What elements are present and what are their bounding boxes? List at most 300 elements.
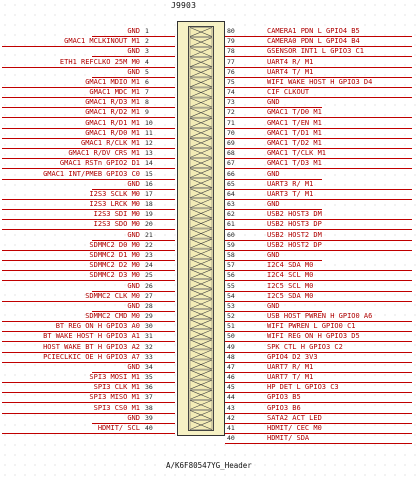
- net-label: USB2 HOST2 DM: [267, 230, 322, 239]
- pin-number: 72: [227, 108, 235, 117]
- pin-number: 23: [145, 250, 153, 259]
- left-pin-row: [0, 109, 175, 118]
- pin-number: 31: [145, 332, 153, 341]
- pin-number: 40: [227, 434, 235, 443]
- pin-stub: [138, 402, 175, 403]
- pin-stub: [138, 311, 175, 312]
- pin-number: 50: [227, 332, 235, 341]
- right-pin-row: [225, 272, 420, 281]
- pin-number: 29: [145, 312, 153, 321]
- pin-number: 54: [227, 291, 235, 300]
- left-pin-row: [0, 252, 175, 261]
- net-label: GND: [127, 281, 140, 290]
- pin-stub: [138, 392, 175, 393]
- left-pin-row: [0, 394, 175, 403]
- pin-stub: [138, 291, 175, 292]
- pin-stub: [138, 240, 175, 241]
- left-pin-row: [0, 59, 175, 68]
- net-wire: [2, 46, 138, 47]
- left-pin-row: [0, 28, 175, 37]
- left-pin-row: [0, 171, 175, 180]
- connector-part-name: A/K6F80547YG_Header: [166, 461, 252, 470]
- net-label: GPIO4 D2 3V3: [267, 352, 318, 361]
- left-pin-row: [0, 201, 175, 210]
- left-pin-row: [0, 364, 175, 373]
- pin-number: 4: [145, 57, 149, 66]
- left-pin-row: [0, 79, 175, 88]
- net-wire: [2, 179, 138, 180]
- pin-stub: [138, 362, 175, 363]
- left-pin-row: [0, 333, 175, 342]
- net-label: GND: [267, 169, 280, 178]
- net-wire: [2, 280, 138, 281]
- pin-stub: [138, 280, 175, 281]
- net-label: GND: [267, 250, 280, 259]
- pin-stub: [138, 77, 175, 78]
- net-label: BT WAKE HOST H GPIO3 A1: [43, 332, 140, 341]
- net-wire: [2, 67, 138, 68]
- left-pin-row: [0, 140, 175, 149]
- net-wire: [2, 413, 138, 414]
- pin-number: 13: [145, 149, 153, 158]
- pin-stub: [138, 352, 175, 353]
- pin-number: 35: [145, 373, 153, 382]
- net-wire: [2, 433, 138, 434]
- pin-number: 37: [145, 393, 153, 402]
- pin-number: 59: [227, 240, 235, 249]
- left-pin-row: [0, 283, 175, 292]
- right-pin-row: [225, 415, 420, 424]
- right-pin-row: [225, 79, 420, 88]
- pin-number: 73: [227, 98, 235, 107]
- left-pin-row: [0, 38, 175, 47]
- pin-number: 68: [227, 149, 235, 158]
- pin-number: 47: [227, 362, 235, 371]
- net-label: HP DET L GPIO3 C3: [267, 383, 339, 392]
- pin-stub: [138, 250, 175, 251]
- connector-contacts: [188, 26, 214, 431]
- net-label: SPI3 CLK M1: [93, 383, 140, 392]
- right-pin-row: [225, 48, 420, 57]
- net-label: BT REG ON H GPIO3 A0: [55, 322, 140, 331]
- net-wire: [262, 250, 412, 251]
- pin-number: 8: [145, 98, 149, 107]
- pin-number: 44: [227, 393, 235, 402]
- net-label: SDMMC2 D0 M0: [89, 240, 140, 249]
- pin-number: 76: [227, 67, 235, 76]
- pin-number: 1: [145, 27, 149, 35]
- net-label: SDMMC2 D2 M0: [89, 261, 140, 270]
- pin-number: 3: [145, 47, 149, 56]
- left-pin-row: [0, 303, 175, 312]
- net-wire: [262, 199, 412, 200]
- net-label: I2C4 SDA M0: [267, 261, 314, 270]
- pin-number: 36: [145, 383, 153, 392]
- net-label: GND: [127, 67, 140, 76]
- pin-number: 6: [145, 77, 149, 86]
- right-pin-row: [225, 211, 420, 220]
- net-label: CAMERA1 PDN L GPIO4 B5: [267, 27, 360, 35]
- pin-number: 80: [227, 27, 235, 35]
- left-pin-row: [0, 242, 175, 251]
- pin-stub: [138, 87, 175, 88]
- left-pin-row: [0, 354, 175, 363]
- net-label: GMAC1 T/D3 M1: [267, 159, 322, 168]
- pin-stub: [138, 117, 175, 118]
- pin-number: 56: [227, 271, 235, 280]
- pin-stub: [138, 229, 175, 230]
- right-pin-row: [225, 293, 420, 302]
- net-label: SPI3 MOSI M1: [89, 373, 140, 382]
- net-label: WIFI WAKE HOST H GPIO3 D4: [267, 77, 373, 86]
- net-wire: [2, 362, 138, 363]
- pin-stub: [138, 168, 175, 169]
- pin-number: 46: [227, 373, 235, 382]
- net-label: CAMERA0 PDN L GPIO4 B4: [267, 37, 360, 46]
- pin-number: 55: [227, 281, 235, 290]
- net-label: GND: [127, 179, 140, 188]
- pin-stub: [138, 107, 175, 108]
- net-label: SDMMC2 D3 M0: [89, 271, 140, 280]
- left-pin-row: [0, 384, 175, 393]
- net-label: UART4 R/ M1: [267, 57, 314, 66]
- right-pin-row: [225, 425, 420, 434]
- right-pin-row: [225, 38, 420, 47]
- net-label: UART7 R/ M1: [267, 362, 314, 371]
- pin-number: 27: [145, 291, 153, 300]
- left-pin-row: [0, 415, 175, 424]
- net-label: I2S3 SCLK M0: [89, 189, 140, 198]
- pin-stub: [138, 321, 175, 322]
- pin-number: 12: [145, 138, 153, 147]
- left-pin-row: [0, 221, 175, 230]
- pin-number: 11: [145, 128, 153, 137]
- net-label: PCIECLKIC OE H GPIO3 A7: [43, 352, 140, 361]
- net-label: GND: [267, 301, 280, 310]
- net-label: GMAC1 R/D0 M1: [85, 128, 140, 137]
- right-pin-row: [225, 405, 420, 414]
- left-pin-row: [0, 272, 175, 281]
- left-pin-row: [0, 99, 175, 108]
- net-label: HDMIT/ SDA: [267, 434, 310, 443]
- pin-stub: [138, 46, 175, 47]
- pin-number: 38: [145, 403, 153, 412]
- right-pin-row: [225, 28, 420, 37]
- net-label: GMAC1 R/D2 M1: [85, 108, 140, 117]
- net-wire: [262, 168, 412, 169]
- pin-number: 9: [145, 108, 149, 117]
- pin-number: 25: [145, 271, 153, 280]
- pin-stub: [138, 179, 175, 180]
- pin-number: 64: [227, 189, 235, 198]
- net-label: USB2 HOST3 DM: [267, 210, 322, 219]
- pin-stub: [138, 209, 175, 210]
- net-label: UART7 T/ M1: [267, 373, 314, 382]
- pin-number: 71: [227, 118, 235, 127]
- right-pin-row: [225, 394, 420, 403]
- net-label: GMAC1 T/D1 M1: [267, 128, 322, 137]
- pin-number: 32: [145, 342, 153, 351]
- net-label: ETH1 REFCLKO 25M M0: [59, 57, 140, 66]
- net-wire: [2, 301, 138, 302]
- left-pin-row: [0, 262, 175, 271]
- net-label: I2C5 SCL M0: [267, 281, 314, 290]
- right-pin-row: [225, 130, 420, 139]
- net-label: GMAC1 R/D1 M1: [85, 118, 140, 127]
- pin-number: 17: [145, 189, 153, 198]
- net-label: GND: [267, 98, 280, 107]
- pin-number: 58: [227, 250, 235, 259]
- net-label: GMAC1 R/CLK M1: [80, 138, 140, 147]
- right-pin-row: [225, 201, 420, 210]
- net-label: USB HOST PWREN H GPIO0 A6: [267, 312, 373, 321]
- left-pin-row: [0, 344, 175, 353]
- pin-number: 53: [227, 301, 235, 310]
- net-label: GND: [267, 200, 280, 209]
- right-pin-row: [225, 69, 420, 78]
- pin-number: 48: [227, 352, 235, 361]
- left-pin-row: [0, 181, 175, 190]
- net-label: GND: [127, 362, 140, 371]
- pin-stub: [138, 382, 175, 383]
- pin-number: 20: [145, 220, 153, 229]
- net-label: GND: [127, 301, 140, 310]
- net-label: GMAC1 R/D3 M1: [85, 98, 140, 107]
- pin-number: 70: [227, 128, 235, 137]
- pin-stub: [225, 443, 262, 444]
- right-pin-row: [225, 171, 420, 180]
- left-pin-row: [0, 425, 175, 434]
- net-label: SDMMC2 CMD M0: [85, 312, 140, 321]
- pin-stub: [138, 341, 175, 342]
- net-label: GMAC1 T/CLK M1: [267, 149, 327, 158]
- pin-stub: [138, 372, 175, 373]
- pin-number: 40: [145, 424, 153, 433]
- left-pin-row: [0, 313, 175, 322]
- right-pin-row: [225, 364, 420, 373]
- net-label: UART4 T/ M1: [267, 67, 314, 76]
- net-label: HDMIT/ CEC M0: [267, 424, 322, 433]
- pin-number: 21: [145, 230, 153, 239]
- net-wire: [2, 229, 138, 230]
- left-pin-row: [0, 374, 175, 383]
- pin-number: 24: [145, 261, 153, 270]
- pin-number: 49: [227, 342, 235, 351]
- pin-stub: [138, 158, 175, 159]
- pin-number: 26: [145, 281, 153, 290]
- pin-stub: [138, 67, 175, 68]
- right-pin-row: [225, 344, 420, 353]
- pin-number: 7: [145, 88, 149, 97]
- right-pin-row: [225, 354, 420, 363]
- right-pin-row: [225, 109, 420, 118]
- net-label: WIFI PWREN L GPIO0 C1: [267, 322, 356, 331]
- right-pin-row: [225, 160, 420, 169]
- left-pin-row: [0, 120, 175, 129]
- pin-number: 19: [145, 210, 153, 219]
- pin-number: 15: [145, 169, 153, 178]
- pin-number: 28: [145, 301, 153, 310]
- pin-number: 51: [227, 322, 235, 331]
- pin-number: 61: [227, 220, 235, 229]
- net-label: SPI3 MISO M1: [89, 393, 140, 402]
- pin-number: 67: [227, 159, 235, 168]
- pin-stub: [138, 331, 175, 332]
- pin-number: 52: [227, 312, 235, 321]
- left-pin-row: [0, 150, 175, 159]
- net-label: SDMMC2 D1 M0: [89, 250, 140, 259]
- net-label: GMAC1 R/DV CRS M1: [68, 149, 140, 158]
- right-pin-row: [225, 252, 420, 261]
- pin-number: 42: [227, 413, 235, 422]
- pin-stub: [138, 97, 175, 98]
- net-label: HOST WAKE BT H GPIO3 A2: [43, 342, 140, 351]
- right-pin-row: [225, 374, 420, 383]
- net-label: GND: [127, 230, 140, 239]
- pin-number: 66: [227, 169, 235, 178]
- net-label: GND: [127, 413, 140, 422]
- net-label: I2S3 SDI M0: [93, 210, 140, 219]
- pin-number: 2: [145, 37, 149, 46]
- right-pin-row: [225, 303, 420, 312]
- pin-stub: [138, 199, 175, 200]
- pin-number: 57: [227, 261, 235, 270]
- right-pin-row: [225, 140, 420, 149]
- pin-number: 63: [227, 200, 235, 209]
- pin-number: 33: [145, 352, 153, 361]
- pin-number: 14: [145, 159, 153, 168]
- pin-number: 16: [145, 179, 153, 188]
- pin-stub: [138, 260, 175, 261]
- right-pin-row: [225, 181, 420, 190]
- left-pin-row: [0, 160, 175, 169]
- right-pin-row: [225, 99, 420, 108]
- net-label: GPIO3 B5: [267, 393, 301, 402]
- net-label: I2S3 LRCK M0: [89, 200, 140, 209]
- net-label: CIF CLKOUT: [267, 88, 310, 97]
- net-label: GMAC1 RSTn GPIO2 D1: [59, 159, 140, 168]
- pin-stub: [138, 423, 175, 424]
- right-pin-row: [225, 283, 420, 292]
- left-pin-row: [0, 191, 175, 200]
- net-label: I2C5 SDA M0: [267, 291, 314, 300]
- net-label: SPK CTL H GPIO3 C2: [267, 342, 343, 351]
- right-pin-row: [225, 120, 420, 129]
- right-pin-row: [225, 150, 420, 159]
- pin-number: 78: [227, 47, 235, 56]
- left-pin-row: [0, 323, 175, 332]
- net-label: GMAC1 T/D2 M1: [267, 138, 322, 147]
- right-pin-row: [225, 313, 420, 322]
- pin-stub: [138, 36, 175, 37]
- net-label: GMAC1 MCLKINOUT M1: [64, 37, 140, 46]
- pin-number: 77: [227, 57, 235, 66]
- pin-number: 62: [227, 210, 235, 219]
- right-pin-row: [225, 242, 420, 251]
- net-label: GND: [127, 27, 140, 35]
- right-pin-row: [225, 191, 420, 200]
- left-pin-row: [0, 211, 175, 220]
- left-pin-row: [0, 48, 175, 57]
- net-label: HDMIT/ SCL: [97, 424, 140, 433]
- net-label: GMAC1 T/EN M1: [267, 118, 322, 127]
- net-label: GSENSOR INT1 L GPIO3 C1: [267, 47, 364, 56]
- net-label: GMAC1 T/D0 M1: [267, 108, 322, 117]
- pin-stub: [138, 128, 175, 129]
- pin-stub: [138, 56, 175, 57]
- net-label: GMAC1 MDIO M1: [85, 77, 140, 86]
- net-label: I2C4 SCL M0: [267, 271, 314, 280]
- right-pin-row: [225, 262, 420, 271]
- pin-stub: [138, 413, 175, 414]
- pin-number: 45: [227, 383, 235, 392]
- pin-number: 60: [227, 230, 235, 239]
- net-wire: [262, 443, 412, 444]
- pin-stub: [138, 138, 175, 139]
- connector-designator: J9903: [171, 1, 197, 10]
- right-pin-row: [225, 89, 420, 98]
- right-pin-row: [225, 384, 420, 393]
- net-label: UART3 T/ M1: [267, 189, 314, 198]
- pin-number: 43: [227, 403, 235, 412]
- left-pin-row: [0, 232, 175, 241]
- net-label: SATA2 ACT LED: [267, 413, 322, 422]
- right-pin-row: [225, 333, 420, 342]
- left-pin-row: [0, 130, 175, 139]
- pin-number: 79: [227, 37, 235, 46]
- left-pin-row: [0, 293, 175, 302]
- right-pin-row: [225, 232, 420, 241]
- net-label: GMAC1 MDC M1: [89, 88, 140, 97]
- pin-stub: [138, 270, 175, 271]
- pin-number: 74: [227, 88, 235, 97]
- pin-number: 5: [145, 67, 149, 76]
- pin-number: 39: [145, 413, 153, 422]
- pin-stub: [138, 433, 175, 434]
- pin-number: 75: [227, 77, 235, 86]
- right-pin-row: [225, 221, 420, 230]
- pin-number: 65: [227, 179, 235, 188]
- pin-number: 10: [145, 118, 153, 127]
- net-label: USB2 HOST2 DP: [267, 240, 322, 249]
- net-label: UART3 R/ M1: [267, 179, 314, 188]
- net-label: I2S3 SDO M0: [93, 220, 140, 229]
- net-label: WIFI REG ON H GPIO3 D5: [267, 332, 360, 341]
- left-pin-row: [0, 405, 175, 414]
- pin-stub: [138, 189, 175, 190]
- net-label: USB2 HOST3 DP: [267, 220, 322, 229]
- pin-number: 69: [227, 138, 235, 147]
- right-pin-row: [225, 323, 420, 332]
- right-pin-row: [225, 59, 420, 68]
- net-label: GPIO3 B6: [267, 403, 301, 412]
- pin-number: 41: [227, 424, 235, 433]
- net-label: SDMMC2 CLK M0: [85, 291, 140, 300]
- left-pin-row: [0, 89, 175, 98]
- pin-number: 22: [145, 240, 153, 249]
- pin-stub: [138, 148, 175, 149]
- left-pin-row: [0, 69, 175, 78]
- net-wire: [262, 301, 412, 302]
- net-label: GND: [127, 47, 140, 56]
- pin-number: 18: [145, 200, 153, 209]
- pin-number: 30: [145, 322, 153, 331]
- net-label: GMAC1 INT/PMEB GPIO3 C0: [43, 169, 140, 178]
- pin-stub: [138, 219, 175, 220]
- right-pin-row: [225, 435, 420, 444]
- net-label: SPI3 CS0 M1: [93, 403, 140, 412]
- pin-number: 34: [145, 362, 153, 371]
